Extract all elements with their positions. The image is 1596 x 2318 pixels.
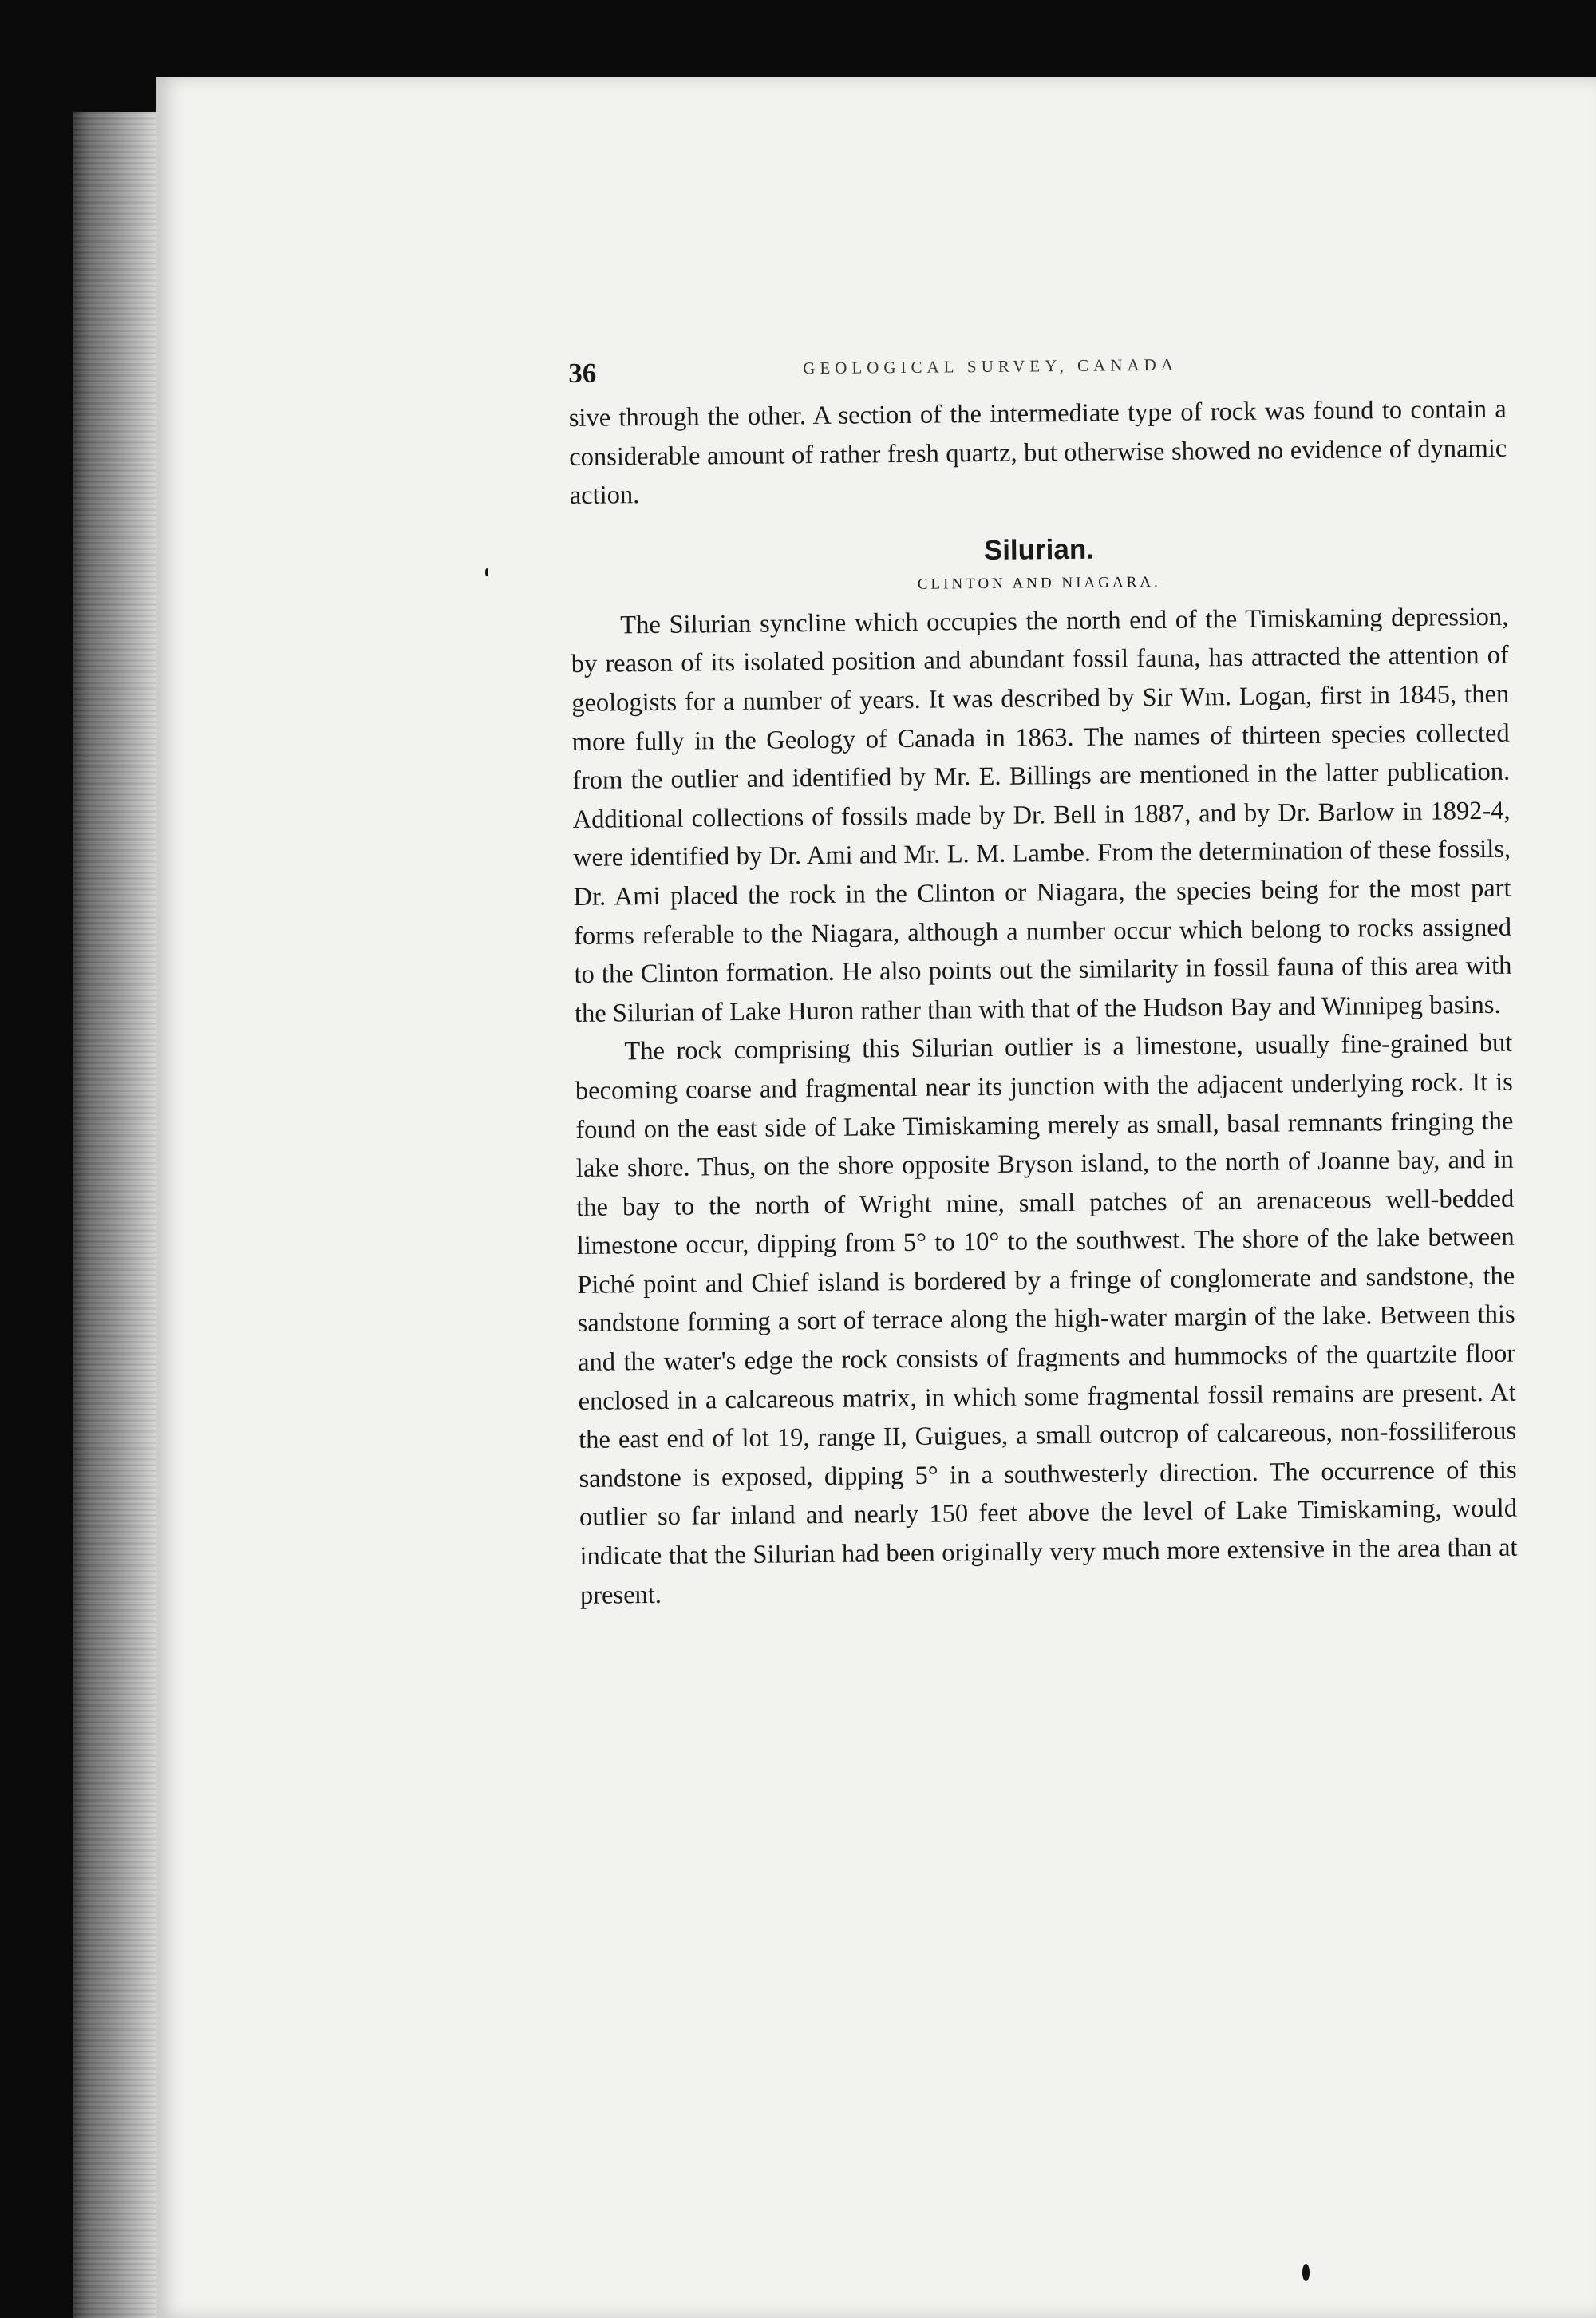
running-head	[568, 342, 1507, 399]
ink-speck	[485, 568, 488, 576]
paragraph-silurian-syncline: The Silurian syncline which occupies the north end of the Timiskaming depression, by reason of its isolated position and abundant fossil fauna, has attracted the attention of geologists for a number of years. It was described by Sir Wm. Logan, first in 1845, then more fully in the Geology of Canada in 1863. The names of thirteen species collected from the outlier and identified by Mr. E. Billings are mentioned in the latter publication. Additional collections of fossils made by Dr. Bell in 1887, and by Dr. Barlow in 1892-4, were identified by Dr. Ami and Mr. L. M. Lambe. From the determination of these fossils, Dr. Ami placed the rock in the Clinton or Niagara, the species being for the most part forms referable to the Niagara, although a number occur which belong to rocks assigned to the Clinton formation. He also points out the similarity in fossil fauna of this area with the Silurian of Lake Huron rather than with that of the Hudson Bay and Winnipeg basins.	[571, 602, 1512, 1028]
page-number: 36	[568, 357, 597, 389]
paragraph-silurian-outlier: The rock comprising this Silurian outlier is a limestone, usually fine-grained but becoming coarse and fragmental near its junction with the adjacent underlying rock. It is found on the east side of Lake Timiskaming merely as small, basal remnants fringing the lake shore. Thus, on the shore opposite Bryson island, to the north of Joanne bay, and in the bay to the north of Wright mine, small patches of an arenaceous well-bedded limestone occur, dipping from 5° to 10° to the southwest. The shore of the lake between Piché point and Chief island is bordered by a fringe of conglomerate and sandstone, the sandstone forming a sort of terrace along the high-water margin of the lake. Between this and the water's edge the rock consists of fragments and hummocks of the quartzite floor enclosed in a calcareous matrix, in which some fragmental fossil remains are present. At the east end of lot 19, range II, Guigues, a small outcrop of calcareous, non-fossiliferous sandstone is exposed, dipping 5° in a southwesterly direction. The occurrence of this outlier so far inland and nearly 150 feet above the level of Lake Timiskaming, would indicate that the Silurian had been originally very much more extensive in the area than at present.	[575, 1028, 1518, 1610]
running-title: GEOLOGICAL SURVEY, CANADA	[803, 354, 1179, 378]
page-edge-shadow	[73, 112, 160, 2318]
page-text-block	[568, 342, 1518, 1615]
sub-heading: CLINTON AND NIAGARA.	[917, 573, 1161, 593]
paragraph-continuation: sive through the other. A section of the intermediate type of rock was found to contain a considerable amount of rather fresh quartz, but otherwise showed no evidence of dynamic action.	[568, 394, 1507, 511]
section-heading: Silurian.	[983, 533, 1095, 566]
ink-speck	[1302, 2264, 1310, 2281]
